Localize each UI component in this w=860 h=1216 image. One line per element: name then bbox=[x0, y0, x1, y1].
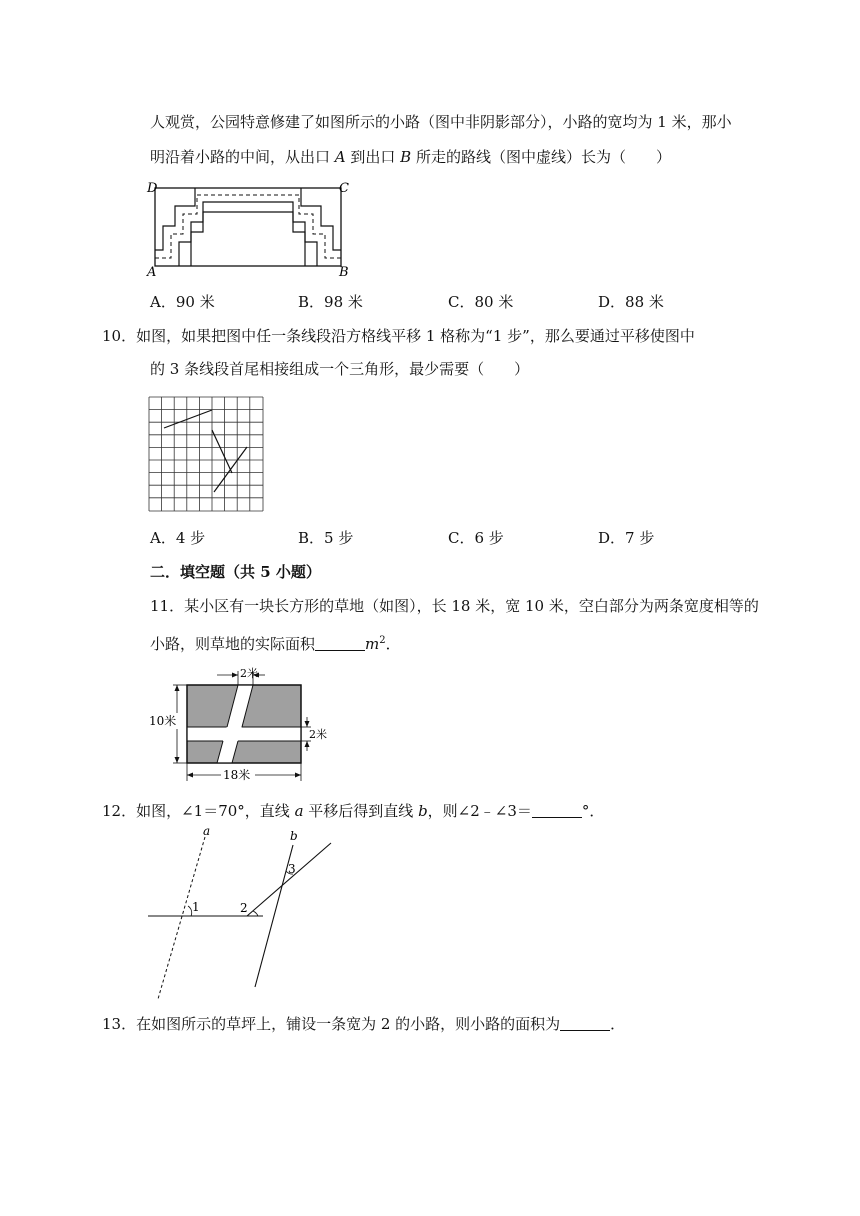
q11-figure bbox=[145, 663, 335, 783]
q11-text-end: ． bbox=[385, 635, 401, 653]
q13-line bbox=[102, 1014, 625, 1034]
q9-option-d[interactable]: D．88 米 bbox=[598, 293, 664, 311]
q11-answer-blank[interactable] bbox=[315, 636, 365, 651]
q9-option-a[interactable]: A．90 米 bbox=[150, 293, 215, 311]
section-title: 二．填空题（共 5 小题） bbox=[150, 563, 321, 581]
q9-text-part: 明沿着小路的中间，从出口 bbox=[150, 148, 335, 166]
q13-answer-blank[interactable] bbox=[560, 1016, 610, 1031]
q9-label-a: A bbox=[147, 265, 157, 280]
q10-option-b[interactable]: B．5 步 bbox=[298, 529, 354, 547]
q10-options bbox=[150, 527, 750, 547]
q11-label-left: 10米 bbox=[149, 714, 177, 728]
q10-segment-1 bbox=[164, 410, 212, 428]
q10-segment-2 bbox=[212, 430, 232, 473]
q12-line bbox=[102, 801, 604, 821]
q9-label-d: D bbox=[147, 181, 158, 196]
q9-label-c: C bbox=[339, 181, 349, 196]
q13-text-end: ． bbox=[610, 1015, 626, 1033]
q11-text-part: 小路，则草地的实际面积 bbox=[150, 635, 316, 653]
q12-figure bbox=[145, 827, 345, 1002]
q9-text-part: 到出口 bbox=[345, 148, 401, 166]
q11-label-top: 2米 bbox=[240, 667, 258, 680]
q12-var-b: b bbox=[418, 802, 428, 820]
q12-label-a: a bbox=[203, 827, 211, 838]
q10-line-2: 的 3 条线段首尾相接组成一个三角形，最少需要（ ） bbox=[150, 360, 530, 378]
q12-answer-blank[interactable] bbox=[532, 803, 582, 818]
q11-label-right: 2米 bbox=[309, 728, 327, 741]
q12-label-3: 3 bbox=[288, 862, 296, 876]
q12-label-b: b bbox=[290, 829, 298, 843]
q9-label-b: B bbox=[339, 265, 349, 280]
q12-text-part: 12．如图，∠1＝70°，直线 bbox=[102, 802, 295, 820]
q11-line-2 bbox=[150, 631, 401, 654]
q9-options bbox=[150, 291, 750, 311]
q9-var-b: B bbox=[400, 148, 412, 166]
q12-label-2: 2 bbox=[240, 901, 248, 915]
q12-label-1: 1 bbox=[192, 900, 200, 914]
q10-option-c[interactable]: C．6 步 bbox=[448, 529, 504, 547]
q10-line-1: 10．如图，如果把图中任一条线段沿方格线平移 1 格称为“1 步”，那么要通过平移使图中 bbox=[102, 327, 695, 345]
q12-text-part: 平移后得到直线 bbox=[303, 802, 419, 820]
q11-line-1: 11．某小区有一块长方形的草地（如图），长 18 米，宽 10 米，空白部分为两条宽度相等的 bbox=[150, 597, 759, 615]
q9-line-1: 人观赏，公园特意修建了如图所示的小路（图中非阴影部分），小路的宽均为 1 米，那小 bbox=[150, 113, 732, 131]
q10-grid-figure bbox=[148, 396, 264, 512]
q13-text-part: 13．在如图所示的草坪上，铺设一条宽为 2 的小路，则小路的面积为 bbox=[102, 1015, 561, 1033]
q12-var-a: a bbox=[294, 802, 304, 820]
q12-text-end: °． bbox=[581, 802, 605, 820]
q9-option-b[interactable]: B．98 米 bbox=[298, 293, 363, 311]
q11-unit-sup: 2 bbox=[379, 635, 386, 646]
q10-option-d[interactable]: D．7 步 bbox=[598, 529, 655, 547]
q9-var-a: A bbox=[334, 148, 346, 166]
q9-line-2 bbox=[150, 147, 671, 167]
q11-unit: m bbox=[365, 635, 380, 653]
q9-figure bbox=[145, 180, 355, 280]
q9-option-c[interactable]: C．80 米 bbox=[448, 293, 514, 311]
q9-text-part: 所走的路线（图中虚线）长为（ ） bbox=[411, 148, 671, 166]
q11-label-bottom: 18米 bbox=[223, 768, 251, 782]
q10-option-a[interactable]: A．4 步 bbox=[150, 529, 206, 547]
q12-text-part: ，则∠2﹣∠3＝ bbox=[427, 802, 532, 820]
